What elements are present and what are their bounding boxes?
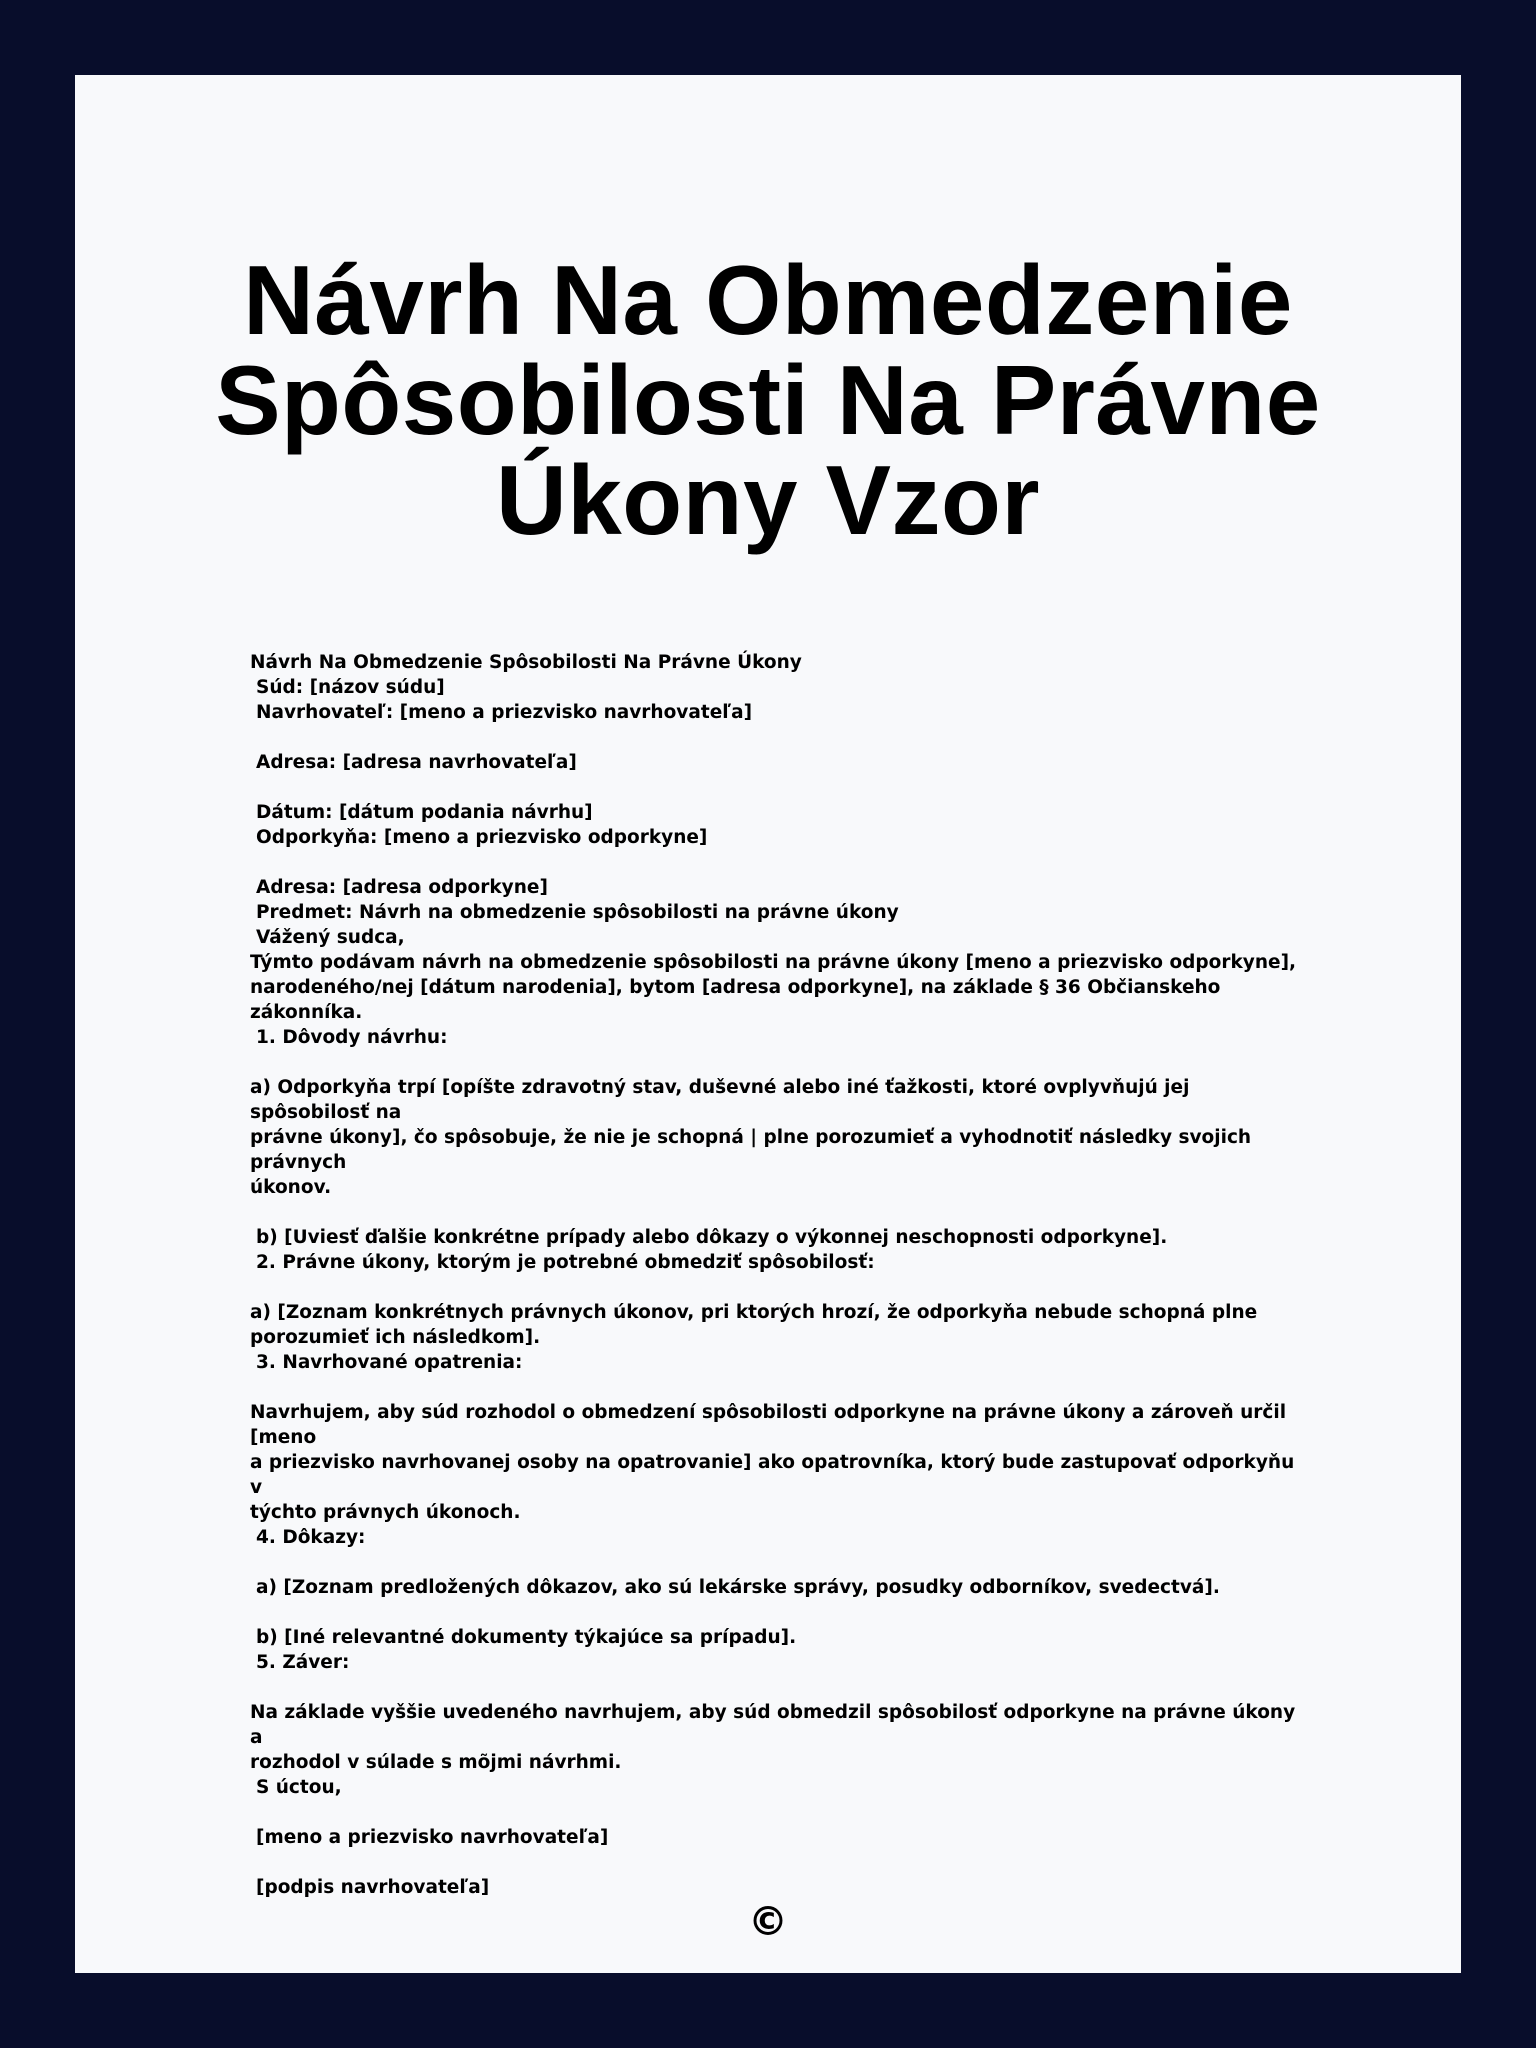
blank-line — [250, 725, 1310, 750]
blank-line — [250, 1050, 1310, 1075]
document-line: a) [Zoznam predložených dôkazov, ako sú lekárske správy, posudky odborníkov, svedectvá]. — [256, 1577, 1220, 1598]
document-body — [250, 650, 1310, 1900]
copyright-icon: © — [748, 1899, 788, 1945]
document-line: 1. Dôvody návrhu: — [256, 1027, 448, 1048]
document-line: Navrhovateľ: [meno a priezvisko navrhovateľa] — [256, 702, 753, 723]
document-line: Vážený sudca, — [256, 927, 405, 948]
document-line: právne úkony], čo spôsobuje, že nie je schopná | plne porozumieť a vyhodnotiť následky svojich právnych — [250, 1127, 1258, 1173]
document-line: Adresa: [adresa navrhovateľa] — [256, 752, 577, 773]
document-line: b) [Uviesť ďalšie konkrétne prípady alebo dôkazy o výkonnej neschopnosti odporkyne]. — [256, 1227, 1168, 1248]
blank-line — [250, 1200, 1310, 1225]
title-line: Spôsobilosti Na Právne — [215, 345, 1321, 455]
document-line: [meno a priezvisko navrhovateľa] — [256, 1827, 609, 1848]
document-line: a) [Zoznam konkrétnych právnych úkonov, pri ktorých hrozí, že odporkyňa nebude schopná plne — [250, 1302, 1258, 1323]
title-line: Návrh Na Obmedzenie — [243, 245, 1293, 355]
document-line: [podpis navrhovateľa] — [256, 1877, 490, 1898]
document-line: a) Odporkyňa trpí [opíšte zdravotný stav, duševné alebo iné ťažkosti, ktoré ovplyvňujú jej spôsobilosť na — [250, 1077, 1196, 1123]
document-line: Dátum: [dátum podania návrhu] — [256, 802, 593, 823]
blank-line — [250, 1675, 1310, 1700]
document-line: 5. Záver: — [256, 1652, 350, 1673]
document-line: Súd: [názov súdu] — [256, 677, 445, 698]
document-line: 3. Navrhované opatrenia: — [256, 1352, 523, 1373]
document-line: Adresa: [adresa odporkyne] — [256, 877, 548, 898]
blank-line — [250, 850, 1310, 875]
document-line: narodeného/nej [dátum narodenia], bytom [adresa odporkyne], na základe § 36 Občianskeho zákonníka. — [250, 977, 1227, 1023]
document-line: porozumieť ich následkom]. — [250, 1327, 541, 1348]
document-line: a priezvisko navrhovanej osoby na opatrovanie] ako opatrovníka, ktorý bude zastupovať odporkyňu v — [250, 1452, 1301, 1498]
document-line: 2. Právne úkony, ktorým je potrebné obmedziť spôsobilosť: — [256, 1252, 875, 1273]
document-title — [75, 245, 1461, 555]
blank-line — [250, 1275, 1310, 1300]
blank-line — [250, 1850, 1310, 1875]
blank-line — [250, 1600, 1310, 1625]
document-line: Predmet: Návrh na obmedzenie spôsobilosti na právne úkony — [256, 902, 899, 923]
blank-line — [250, 1375, 1310, 1400]
document-page — [75, 75, 1461, 1973]
document-line: Návrh Na Obmedzenie Spôsobilosti Na Právne Úkony — [250, 652, 802, 673]
blank-line — [250, 1800, 1310, 1825]
title-line: Úkony Vzor — [495, 445, 1041, 555]
document-line: b) [Iné relevantné dokumenty týkajúce sa prípadu]. — [256, 1627, 797, 1648]
document-line: úkonov. — [250, 1177, 332, 1198]
document-line: Navrhujem, aby súd rozhodol o obmedzení spôsobilosti odporkyne na právne úkony a zároveň určil [meno — [250, 1402, 1293, 1448]
document-line: S úctou, — [256, 1777, 342, 1798]
document-line: Týmto podávam návrh na obmedzenie spôsobilosti na právne úkony [meno a priezvisko odporkyne], — [250, 952, 1297, 973]
document-line: týchto právnych úkonoch. — [250, 1502, 521, 1523]
document-line: 4. Dôkazy: — [256, 1527, 366, 1548]
blank-line — [250, 1550, 1310, 1575]
document-line: Na základe vyššie uvedeného navrhujem, aby súd obmedzil spôsobilosť odporkyne na právne úkony a — [250, 1702, 1302, 1748]
document-line: Odporkyňa: [meno a priezvisko odporkyne] — [256, 827, 708, 848]
document-line: rozhodol v súlade s mõjmi návrhmi. — [250, 1752, 622, 1773]
blank-line — [250, 775, 1310, 800]
